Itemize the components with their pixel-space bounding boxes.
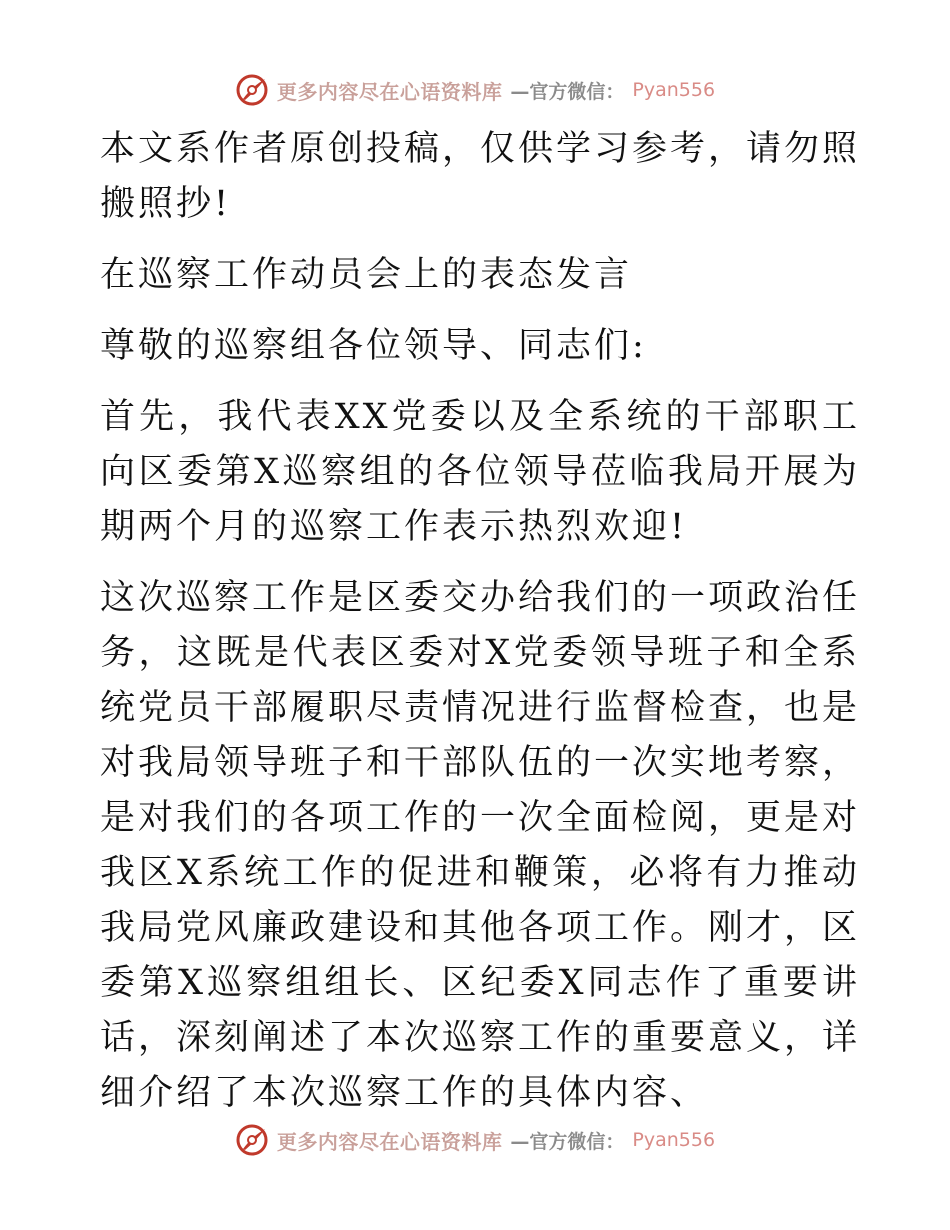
paragraph-main: 这次巡察工作是区委交办给我们的一项政治任务，这既是代表区委对X党委领导班子和全系统党员干部履职尽责情况进行监督检查，也是对我局领导班子和干部队伍的一次实地考察，是对我们的各项工作的一次全面检阅，更是对我区X系统工作的促进和鞭策，必将有力推动我局党风廉政建设和其他各项工作。刚才，区委第X巡察组组长、区纪委X同志作了重要讲话，深刻阐述了本次巡察工作的重要意义，详细介绍了本次巡察工作的具体内容、 — [100, 578, 861, 1113]
watermark-slogan: 更多内容尽在心语资料库 — [276, 79, 503, 104]
watermark-wechat-id: Pyan556 — [632, 1129, 716, 1151]
paragraph-welcome: 首先，我代表XX党委以及全系统的干部职工向区委第X巡察组的各位领导莅临我局开展为期两个月的巡察工作表示热烈欢迎! — [100, 397, 860, 547]
quill-circle-icon — [235, 1123, 269, 1157]
document-body — [100, 122, 860, 1121]
copyright-notice: 本文系作者原创投稿，仅供学习参考，请勿照搬照抄! — [100, 129, 861, 224]
watermark-footer — [0, 1120, 950, 1160]
document-title: 在巡察工作动员会上的表态发言 — [100, 255, 633, 295]
salutation: 尊敬的巡察组各位领导、同志们: — [100, 326, 647, 366]
watermark-wechat-id: Pyan556 — [632, 79, 716, 101]
watermark-slogan: 更多内容尽在心语资料库 — [276, 1129, 503, 1154]
watermark-separator: —官方微信： — [510, 1130, 625, 1153]
quill-circle-icon — [235, 73, 269, 107]
watermark-separator: —官方微信： — [510, 80, 625, 103]
watermark-header — [0, 70, 950, 110]
